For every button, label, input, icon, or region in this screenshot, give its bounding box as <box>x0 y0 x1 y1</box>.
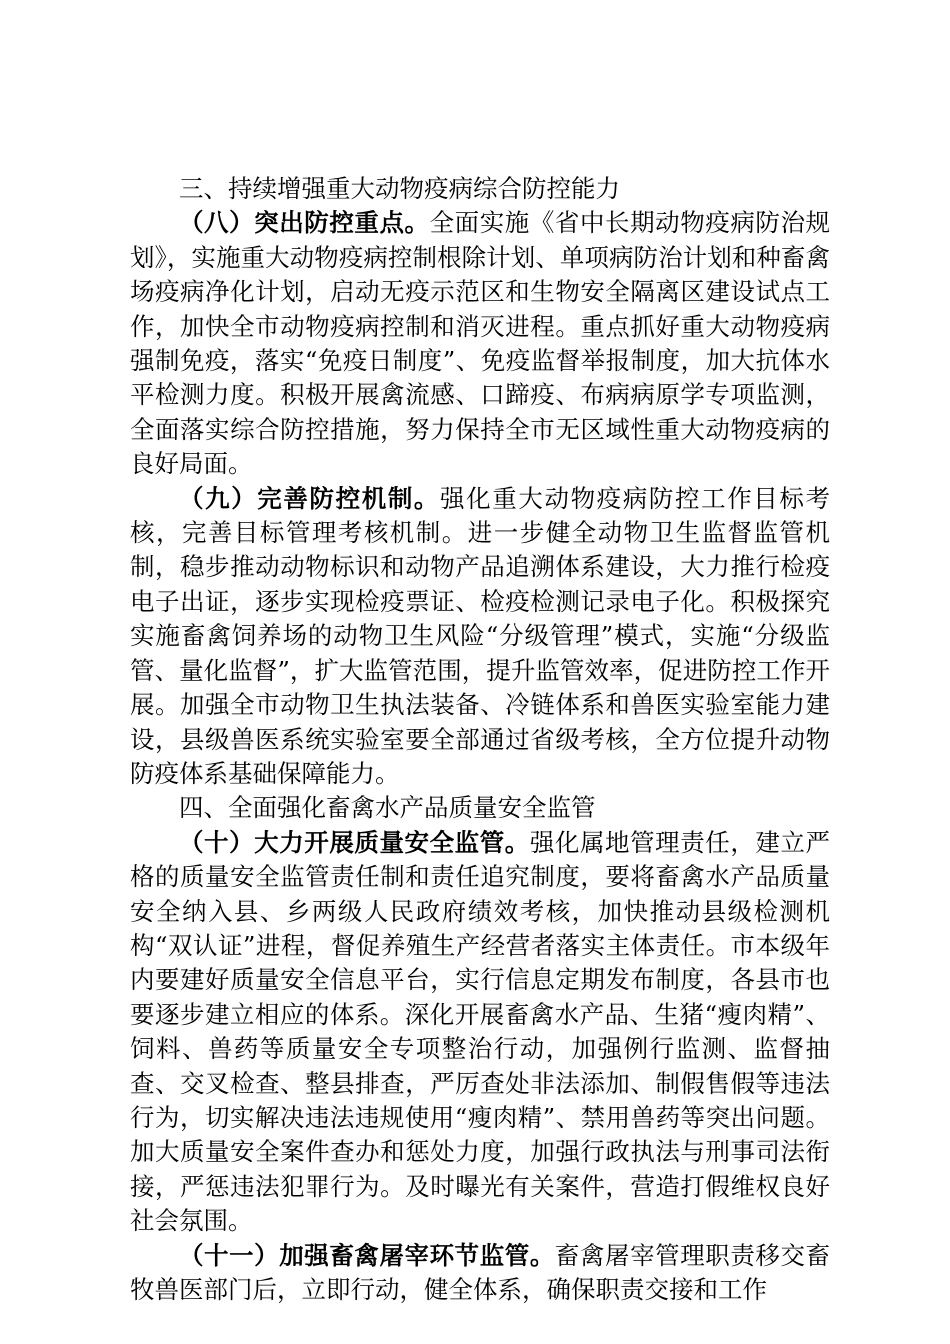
paragraph-text: 畜禽屠宰管理职责移交畜牧兽医部门后，立即行动，健全体系，确保职责交接和工作 <box>130 1240 831 1304</box>
paragraph-text: 全面实施《省中长期动物疫病防治规划》，实施重大动物疫病控制根除计划、单项病防治计划和种畜禽场疫病净化计划，启动无疫示范区和生物安全隔离区建设试点工作，加快全市动物疫病控制和消灭进程。重点抓好重大动物疫病强制免疫，落实“免疫日制度”、免疫监督举报制度，加大抗体水平检测力度。积极开展禽流感、口蹄疫、布病病原学专项监测，全面落实综合防控措施，努力保持全市无区域性重大动物疫病的良好局面。 <box>130 208 831 479</box>
paragraph-lead: （九）完善防控机制。 <box>179 483 441 513</box>
document-body <box>130 172 830 1307</box>
paragraph-8 <box>130 206 830 481</box>
paragraph-lead: （十）大力开展质量安全监管。 <box>179 827 530 857</box>
paragraph-lead: （十一）加强畜禽屠宰环节监管。 <box>179 1240 555 1270</box>
paragraph-text: 强化重大动物疫病防控工作目标考核，完善目标管理考核机制。进一步健全动物卫生监督监管机制，稳步推动动物标识和动物产品追溯体系建设，大力推行检疫电子出证，逐步实现检疫票证、检疫检测记录电子化。积极探究实施畜禽饲养场的动物卫生风险“分级管理”模式，实施“分级监管、量化监督”，扩大监管范围，提升监管效率，促进防控工作开展。加强全市动物卫生执法装备、冷链体系和兽医实验室能力建设，县级兽医系统实验室要全部通过省级考核，全方位提升动物防疫体系基础保障能力。 <box>130 483 831 788</box>
section-heading-4: 四、全面强化畜禽水产品质量安全监管 <box>179 793 596 823</box>
paragraph-lead: （八）突出防控重点。 <box>179 208 430 238</box>
section-heading-3: 三、持续增强重大动物疫病综合防控能力 <box>179 174 620 203</box>
paragraph-11 <box>130 1239 830 1308</box>
paragraph-10 <box>130 826 830 1239</box>
paragraph-9 <box>130 482 830 792</box>
paragraph-text: 强化属地管理责任，建立严格的质量安全监管责任制和责任追究制度，要将畜禽水产品质量安全纳入县、乡两级人民政府绩效考核，加快推动县级检测机构“双认证”进程，督促养殖生产经营者落实主体责任。市本级年内要建好质量安全信息平台，实行信息定期发布制度，各县市也要逐步建立相应的体系。深化开展畜禽水产品、生猪“瘦肉精”、饲料、兽药等质量安全专项整治行动，加强例行监测、监督抽查、交叉检查、整县排查，严厉查处非法添加、制假售假等违法行为，切实解决违法违规使用“瘦肉精”、禁用兽药等突出问题。加大质量安全案件查办和惩处力度，加强行政执法与刑事司法衔接，严惩违法犯罪行为。及时曝光有关案件，营造打假维权良好社会氛围。 <box>130 827 831 1236</box>
